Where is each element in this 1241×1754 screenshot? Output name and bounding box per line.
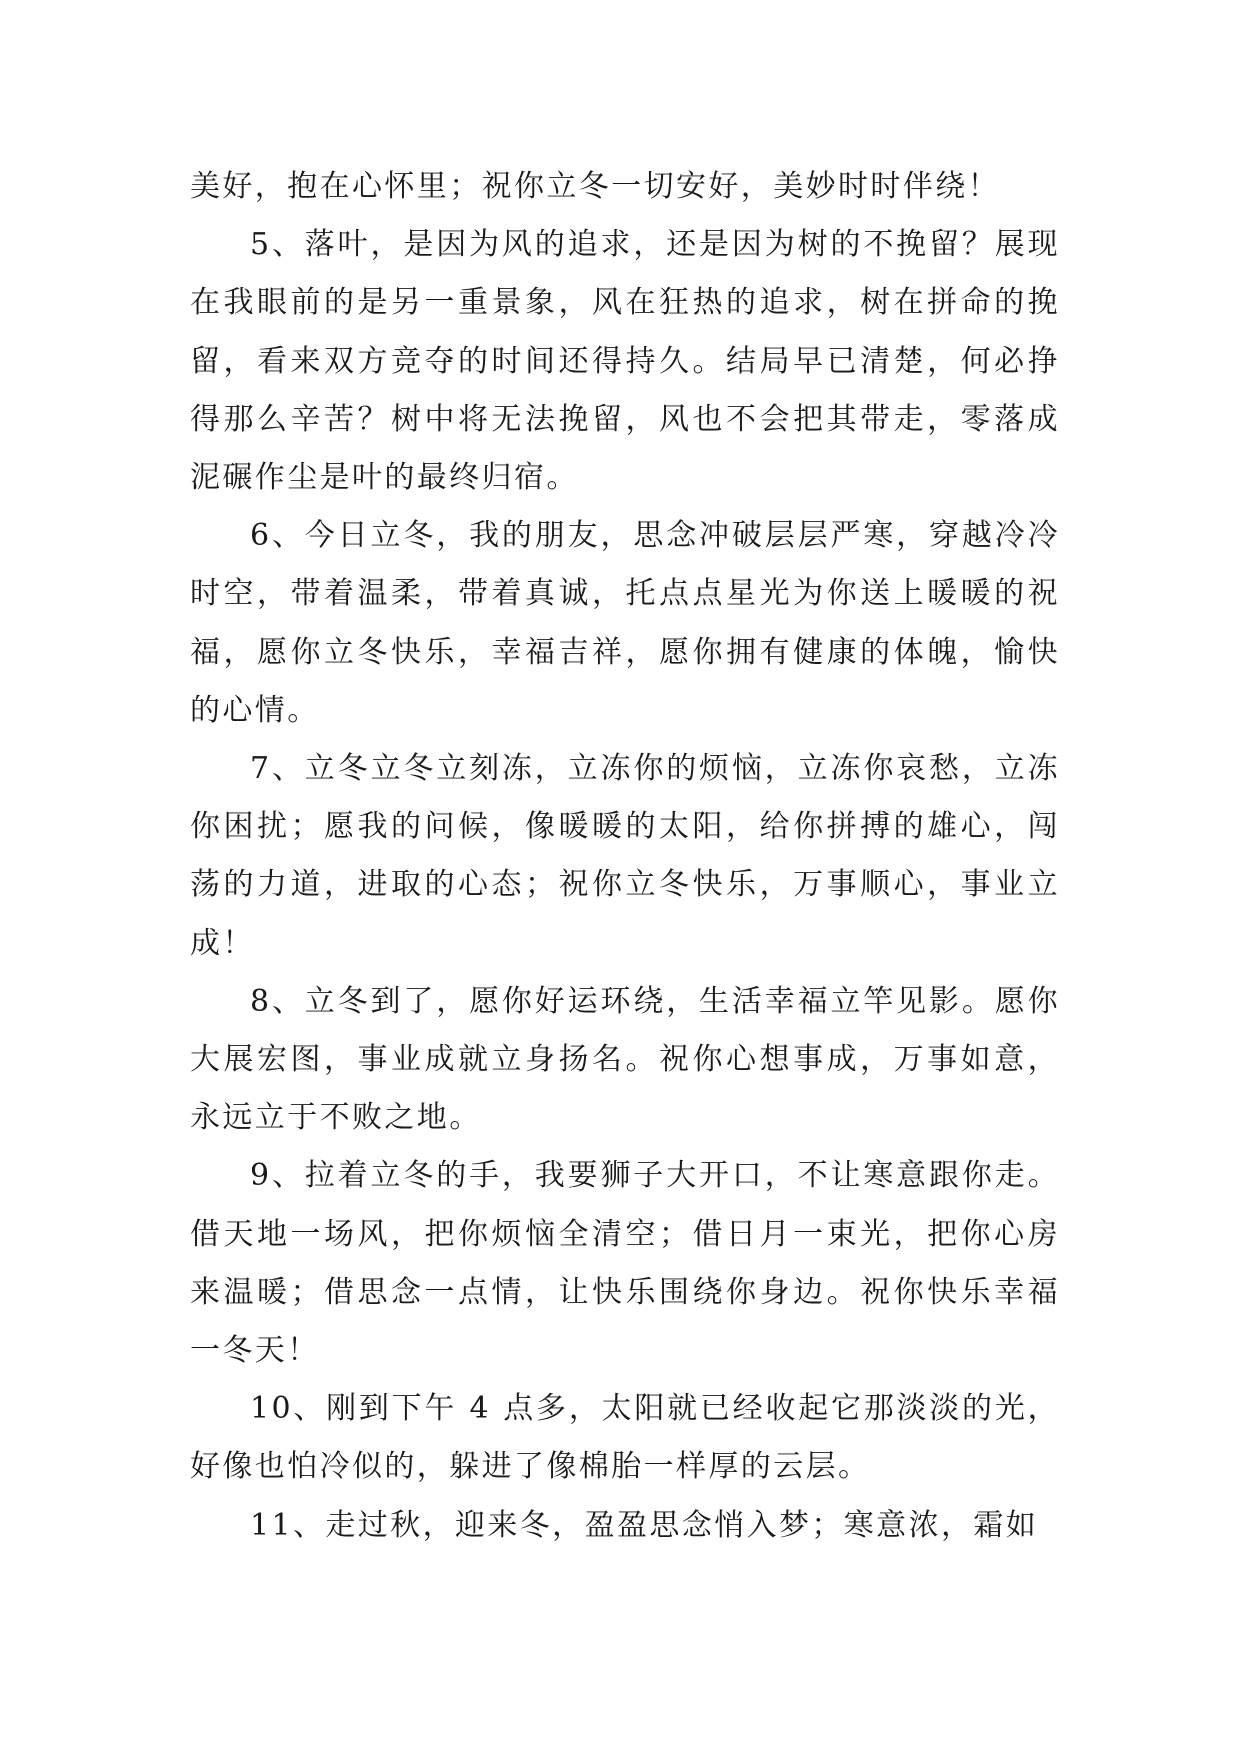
paragraph-item-8: 8、立冬到了，愿你好运环绕，生活幸福立竿见影。愿你大展宏图，事业成就立身扬名。祝你心想事成，万事如意，永远立于不败之地。	[190, 983, 1060, 1136]
paragraph-item-11: 11、走过秋，迎来冬，盈盈思念悄入梦；寒意浓，霜如	[250, 1507, 1039, 1543]
paragraph-item-6: 6、今日立冬，我的朋友，思念冲破层层严寒，穿越冷冷时空，带着温柔，带着真诚，托点点星光为你送上暖暖的祝福，愿你立冬快乐，幸福吉祥，愿你拥有健康的体魄，愉快的心情。	[190, 518, 1060, 728]
paragraph-item-9: 9、拉着立冬的手，我要狮子大开口，不让寒意跟你走。借天地一场风，把你烦恼全清空；借日月一束光，把你心房来温暖；借思念一点情，让快乐围绕你身边。祝你快乐幸福一冬天！	[190, 1158, 1060, 1369]
paragraph-item-7: 7、立冬立冬立刻冻，立冻你的烦恼，立冻你哀愁，立冻你困扰；愿我的问候，像暖暖的太阳，给你拼搏的雄心，闯荡的力道，进取的心态；祝你立冬快乐，万事顺心，事业立成！	[190, 751, 1060, 961]
paragraph-continuation: 美好，抱在心怀里；祝你立冬一切安好，美妙时时伴绕！	[190, 169, 1000, 204]
paragraph-item-10: 10、刚到下午 4 点多，太阳就已经收起它那淡淡的光，好像也怕冷似的，躲进了像棉胎一样厚的云层。	[190, 1391, 1060, 1485]
document-body	[190, 158, 1060, 1555]
paragraph-item-5: 5、落叶，是因为风的追求，还是因为树的不挽留？展现在我眼前的是另一重景象，风在狂热的追求，树在拼命的挽留，看来双方竞夺的时间还得持久。结局早已清楚，何必挣得那么辛苦？树中将无法挽留，风也不会把其带走，零落成泥碾作尘是叶的最终归宿。	[190, 227, 1060, 496]
